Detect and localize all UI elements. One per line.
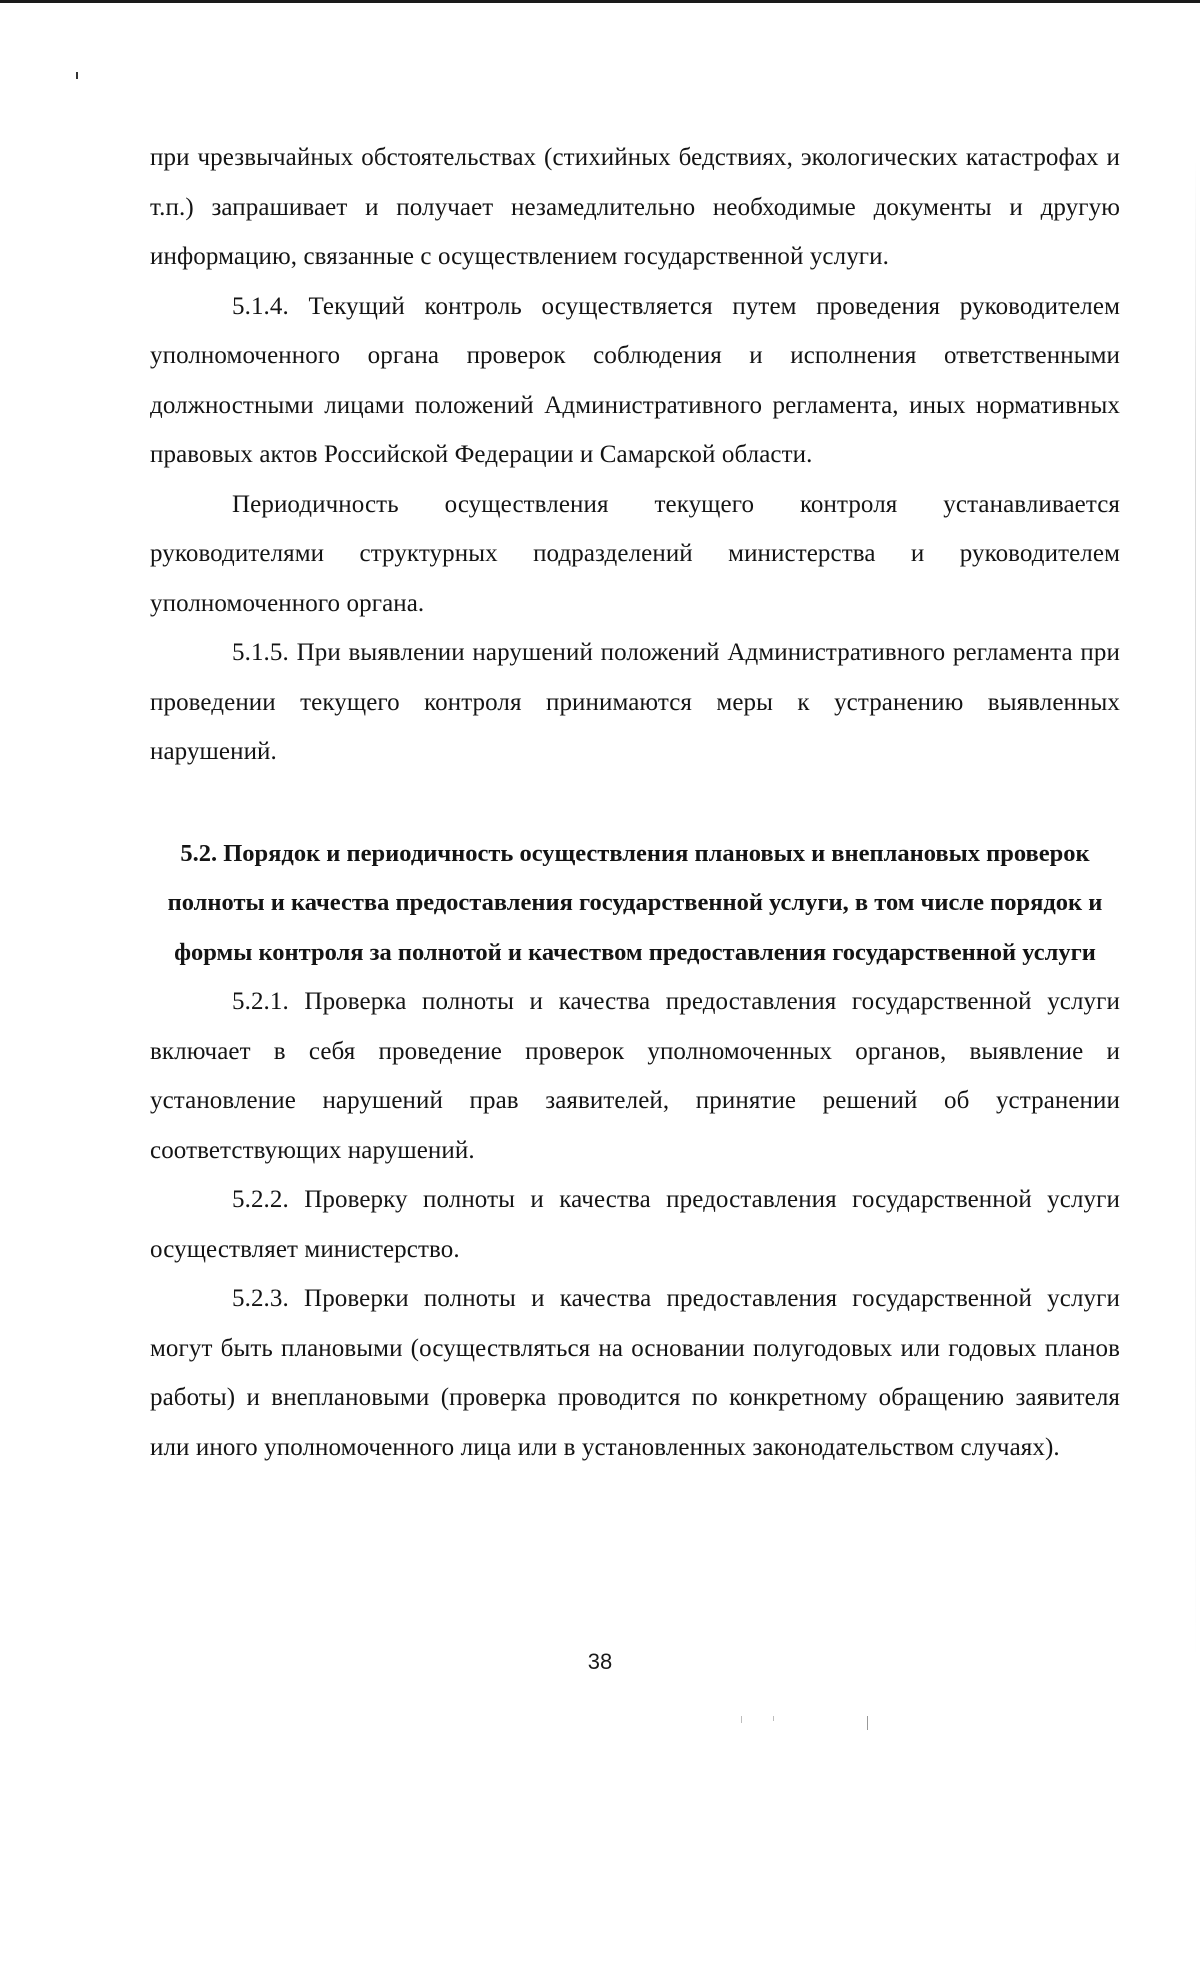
paragraph-continuation: при чрезвычайных обстоятельствах (стихийных бедствиях, экологических катастрофах и т.п.) запрашивает и получает незамедлительно необходимые документы и другую информацию, связанные с осуществлением государственной услуги.: [150, 144, 1120, 270]
paragraph-5-1-4: 5.1.4. Текущий контроль осуществляется путем проведения руководителем уполномоченного органа проверок соблюдения и исполнения ответственными должностными лицами положений Административного регламента, иных нормативных правовых актов Российской Федерации и Самарской области.: [150, 292, 1120, 468]
page-number: 38: [587, 1649, 613, 1674]
scan-artifact: [76, 72, 78, 79]
document-body: [150, 133, 1120, 1472]
scan-top-border: [0, 0, 1200, 3]
paragraph-5-2-3: 5.2.3. Проверки полноты и качества предоставления государственной услуги могут быть плановыми (осуществляться на основании полугодовых или годовых планов работы) и внеплановыми (проверка проводится по конкретному обращению заявителя или иного уполномоченного лица или в установленных законодательством случаях).: [150, 1285, 1120, 1461]
paragraph-periodicity: Периодичность осуществления текущего контроля устанавливается руководителями структурных подразделений министерства и руководителем уполномоченного органа.: [150, 490, 1120, 617]
scan-artifact-marks: [735, 1716, 875, 1734]
paragraph-5-2-1: 5.2.1. Проверка полноты и качества предоставления государственной услуги включает в себя проведение проверок уполномоченных органов, выявление и установление нарушений прав заявителей, принятие решений об устранении соответствующих нарушений.: [150, 988, 1120, 1164]
paragraph-5-2-2: 5.2.2. Проверку полноты и качества предоставления государственной услуги осуществляет министерство.: [150, 1186, 1120, 1263]
section-heading-5-2: 5.2. Порядок и периодичность осуществления плановых и внеплановых проверок полноты и качества предоставления государственной услуги, в том числе порядок и формы контроля за полнотой и качеством предоставления государственной услуги: [167, 839, 1103, 966]
scan-right-edge: [1195, 160, 1196, 1660]
paragraph-5-1-5: 5.1.5. При выявлении нарушений положений Административного регламента при проведении текущего контроля принимаются меры к устранению выявленных нарушений.: [150, 639, 1120, 765]
